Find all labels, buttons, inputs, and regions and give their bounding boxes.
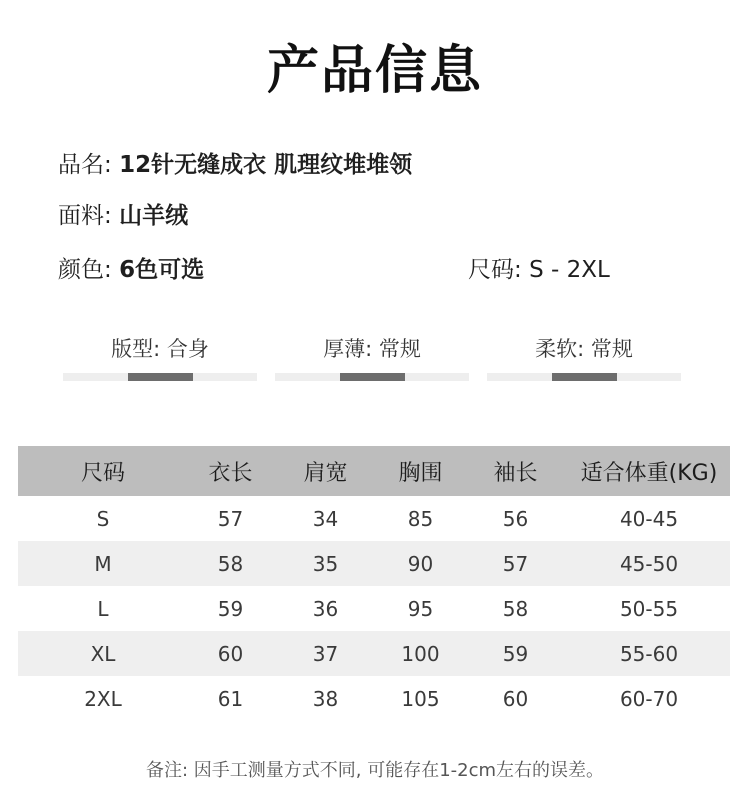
header-sleeve: 袖长	[463, 446, 568, 496]
attr-thickness-label: 厚薄: 常规	[323, 337, 421, 361]
table-cell: 60	[502, 686, 529, 711]
table-row	[18, 496, 730, 541]
table-row	[18, 586, 730, 631]
attr-softness-label: 柔软: 常规	[535, 337, 633, 361]
info-fabric-row	[58, 197, 188, 230]
table-cell: 40-45	[619, 506, 679, 531]
table-cell: 95	[407, 596, 434, 621]
table-cell: 34	[312, 506, 339, 531]
size-table	[18, 446, 730, 721]
table-cell: 90	[378, 541, 463, 586]
table-cell: 2XL	[84, 686, 122, 711]
header-weight: 适合体重(KG)	[568, 446, 730, 496]
header-size: 尺码	[18, 446, 188, 496]
table-cell: 56	[502, 506, 529, 531]
info-name-row	[58, 146, 412, 179]
attr-fit-label: 版型: 合身	[111, 337, 209, 361]
table-cell: 60	[188, 631, 273, 676]
attr-thickness	[275, 333, 469, 381]
attr-thickness-fill	[340, 373, 405, 381]
attr-fit-fill	[128, 373, 193, 381]
header-chest: 胸围	[378, 446, 463, 496]
fabric-label: 面料:	[58, 203, 112, 229]
table-cell: 35	[273, 541, 378, 586]
table-cell: 61	[217, 686, 244, 711]
table-cell: 58	[502, 596, 529, 621]
table-cell: 105	[401, 686, 440, 711]
size-value: S - 2XL	[529, 257, 610, 283]
table-cell: 37	[273, 631, 378, 676]
color-value: 6色可选	[119, 257, 205, 283]
name-label: 品名:	[58, 152, 112, 178]
name-value: 12针无缝成衣 肌理纹堆堆领	[119, 152, 413, 178]
table-cell: 59	[217, 596, 244, 621]
table-cell: M	[18, 541, 188, 586]
attr-thickness-bar	[275, 373, 469, 381]
table-cell: 60-70	[619, 686, 679, 711]
info-size-row	[468, 251, 610, 284]
header-shoulder: 肩宽	[273, 446, 378, 496]
table-row	[18, 541, 730, 586]
table-cell: L	[97, 596, 109, 621]
table-cell: 100	[378, 631, 463, 676]
attr-softness	[487, 333, 681, 381]
table-cell: 38	[312, 686, 339, 711]
table-cell: 59	[463, 631, 568, 676]
header-length: 衣长	[188, 446, 273, 496]
size-label: 尺码:	[468, 257, 522, 283]
table-cell: 55-60	[568, 631, 730, 676]
attr-fit-bar	[63, 373, 257, 381]
table-cell: 50-55	[619, 596, 679, 621]
table-cell: 85	[407, 506, 434, 531]
table-cell: 58	[188, 541, 273, 586]
table-cell: 57	[217, 506, 244, 531]
table-cell: 36	[312, 596, 339, 621]
measurement-note: 备注: 因手工测量方式不同, 可能存在1-2cm左右的误差。	[145, 760, 605, 781]
fabric-value: 山羊绒	[119, 203, 189, 229]
attr-fit	[63, 333, 257, 381]
table-cell: 45-50	[568, 541, 730, 586]
table-cell: 57	[463, 541, 568, 586]
attr-softness-bar	[487, 373, 681, 381]
table-cell: S	[96, 506, 110, 531]
table-row	[18, 676, 730, 721]
table-header-row	[18, 446, 730, 496]
color-label: 颜色:	[58, 257, 112, 283]
table-row	[18, 631, 730, 676]
attr-softness-fill	[552, 373, 617, 381]
info-color-row	[58, 251, 204, 284]
page-title: 产品信息	[266, 41, 483, 101]
table-cell: XL	[18, 631, 188, 676]
